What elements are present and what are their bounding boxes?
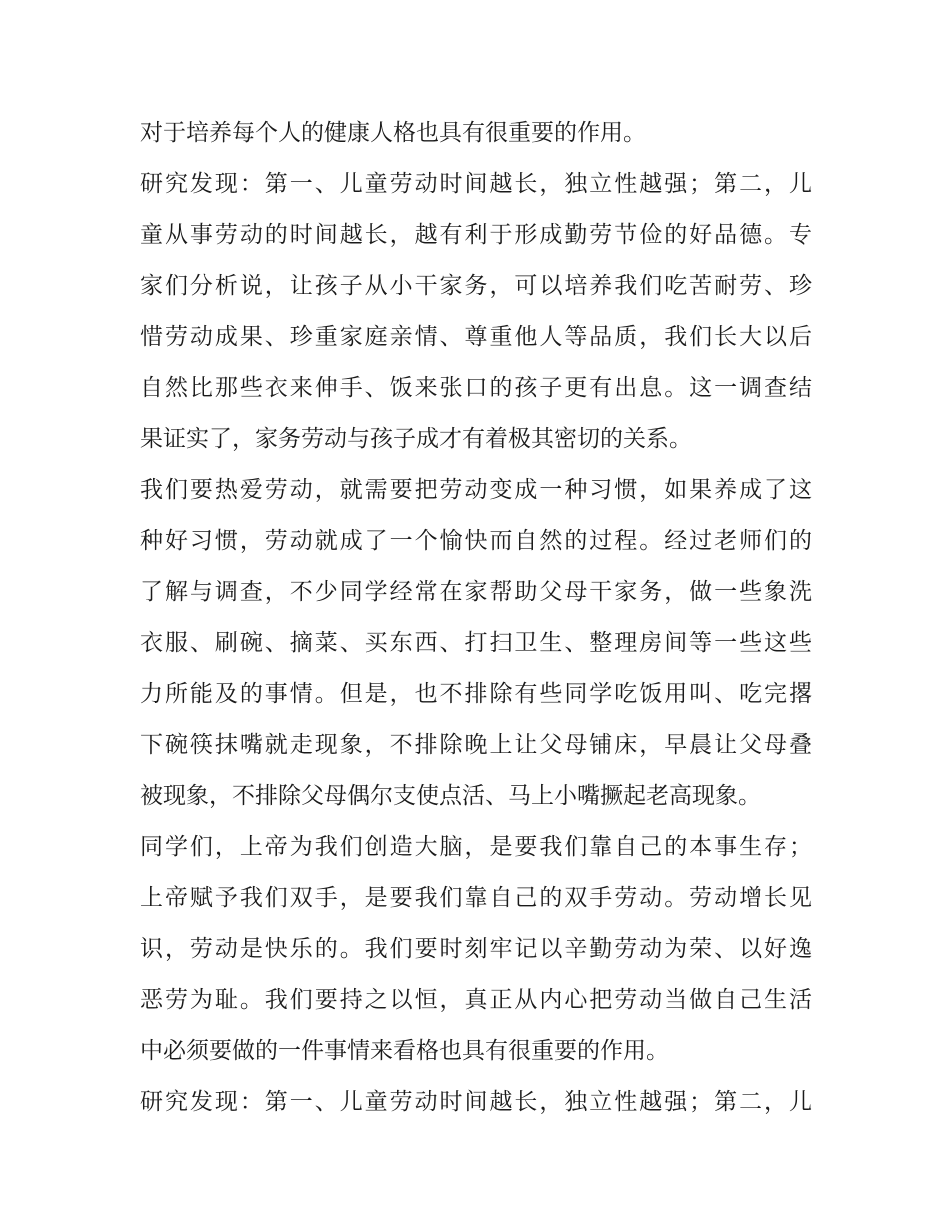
text-line: 识，劳动是快乐的。我们要时刻牢记以辛勤劳动为荣、以好逸 (140, 936, 812, 962)
text-line: 同学们，上帝为我们创造大脑，是要我们靠自己的本事生存； (140, 834, 812, 860)
text-line: 果证实了，家务劳动与孩子成才有着极其密切的关系。 (140, 426, 692, 452)
text-line: 研究发现：第一、儿童劳动时间越长，独立性越强；第二，儿 (140, 1089, 812, 1115)
text-line: 被现象，不排除父母偶尔支使点活、马上小嘴撅起老高现象。 (140, 783, 761, 809)
text-line: 力所能及的事情。但是，也不排除有些同学吃饭用叫、吃完撂 (140, 681, 812, 707)
text-line: 童从事劳动的时间越长，越有利于形成勤劳节俭的好品德。专 (140, 222, 812, 248)
text-line: 了解与调查，不少同学经常在家帮助父母干家务，做一些象洗 (140, 579, 812, 605)
text-line: 中必须要做的一件事情来看格也具有很重要的作用。 (140, 1038, 669, 1064)
text-line: 研究发现：第一、儿童劳动时间越长，独立性越强；第二，儿 (140, 171, 812, 197)
text-line: 对于培养每个人的健康人格也具有很重要的作用。 (140, 120, 646, 146)
text-line: 恶劳为耻。我们要持之以恒，真正从内心把劳动当做自己生活 (140, 987, 812, 1013)
text-line: 家们分析说，让孩子从小干家务，可以培养我们吃苦耐劳、珍 (140, 273, 812, 299)
text-line: 种好习惯，劳动就成了一个愉快而自然的过程。经过老师们的 (140, 528, 812, 554)
text-line: 自然比那些衣来伸手、饭来张口的孩子更有出息。这一调查结 (140, 375, 812, 401)
text-line: 衣服、刷碗、摘菜、买东西、打扫卫生、整理房间等一些这些 (140, 630, 812, 656)
text-line: 我们要热爱劳动，就需要把劳动变成一种习惯，如果养成了这 (140, 477, 812, 503)
text-line: 上帝赋予我们双手，是要我们靠自己的双手劳动。劳动增长见 (140, 885, 812, 911)
text-line: 惜劳动成果、珍重家庭亲情、尊重他人等品质，我们长大以后 (140, 324, 812, 350)
text-line: 下碗筷抹嘴就走现象，不排除晚上让父母铺床，早晨让父母叠 (140, 732, 812, 758)
document-body (140, 108, 812, 1128)
